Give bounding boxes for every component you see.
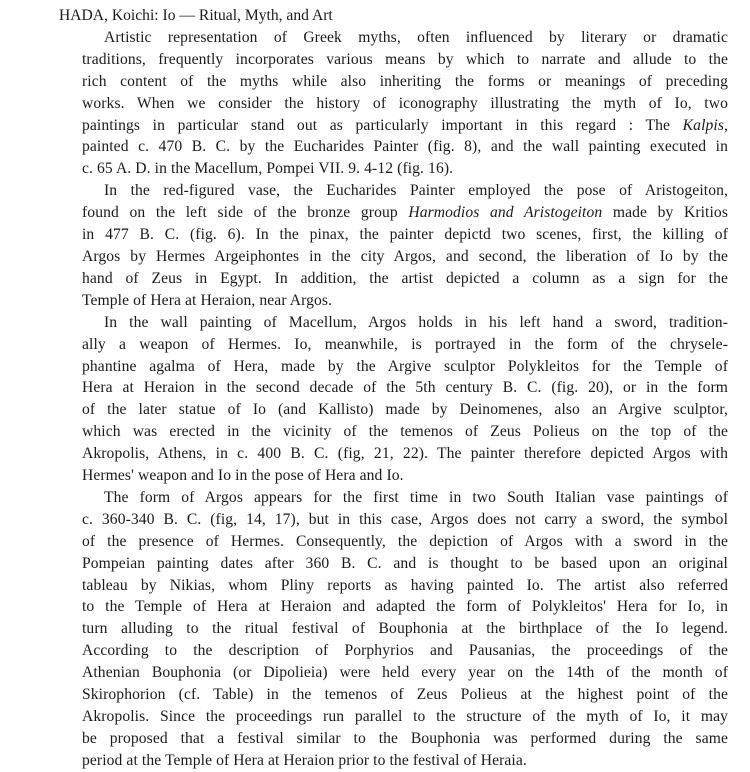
- text-line: Artistic representation of Greek myths, often influenced by literary or dramatic: [104, 28, 728, 46]
- text-line: of the presence of Hermes. Consequently, the depiction of Argos with a sword in the: [82, 532, 728, 550]
- text-line: In the wall painting of Macellum, Argos holds in his left hand a sword, tradition-: [104, 313, 728, 331]
- text-line: Hera at Heraion in the second decade of the 5th century B. C. (fig. 20), or in the form: [82, 379, 728, 397]
- text-line: Hermes' weapon and Io in the pose of Hera and Io.: [82, 467, 404, 485]
- text-line: works. When we consider the history of iconography illustrating the myth of Io, two: [82, 94, 728, 112]
- text-line: Akropolis, Athens, in c. 400 B. C. (fig, 21, 22). The painter therefore depicted Argos with: [82, 445, 728, 463]
- running-header: [59, 5, 728, 27]
- article-body: [82, 27, 728, 772]
- text-line: hand of Zeus in Egypt. In addition, the artist depicted a column as a sign for the: [82, 269, 728, 287]
- text-line: phantine agalma of Hera, made by the Argive sculptor Polykleitos for the Temple of: [82, 357, 728, 375]
- text-line: ally a weapon of Hermes. Io, meanwhile, is portrayed in the form of the chrysele-: [82, 335, 728, 353]
- paragraph: [82, 27, 728, 180]
- paragraph: [82, 180, 728, 311]
- text-line: rich content of the myths while also inheriting the forms or meanings of preceding: [82, 72, 728, 90]
- text-line: to the Temple of Hera at Heraion and adapted the form of Polykleitos' Hera for Io, in: [82, 598, 728, 616]
- text-line: c. 65 A. D. in the Macellum, Pompei VII. 9. 4-12 (fig. 16).: [82, 160, 454, 178]
- text-line: Temple of Hera at Heraion, near Argos.: [82, 291, 333, 309]
- header-author: HADA, Koichi: [59, 7, 155, 24]
- text-line: Athenian Bouphonia (or Dipolieia) were held every year on the 14th of the month of: [82, 664, 728, 682]
- italic-title: Kalpis: [682, 116, 724, 134]
- text-line: paintings in particular stand out as particularly important in this regard : The Kalpis,: [82, 116, 728, 134]
- text-line: Akropolis. Since the proceedings run parallel to the structure of the myth of Io, it may: [82, 708, 728, 725]
- paragraph: [82, 487, 728, 772]
- text-line: c. 360-340 B. C. (fig, 14, 17), but in this case, Argos does not carry a sword, the symbol: [82, 510, 728, 528]
- italic-title: Harmodios and Aristogeiton: [408, 204, 603, 222]
- text-line: in 477 B. C. (fig. 6). In the pinax, the painter depictd two scenes, first, the killing of: [82, 226, 728, 244]
- header-separator: :: [154, 7, 159, 24]
- text-line: The form of Argos appears for the first time in two South Italian vase paintings of: [104, 488, 728, 506]
- paragraph: [82, 312, 728, 487]
- text-line: Pompeian painting dates after 360 B. C. and is thought to be based upon an original: [82, 554, 728, 572]
- text-line: period at the Temple of Hera at Heraion prior to the festival of Heraia.: [82, 751, 527, 769]
- text-line: which was erected in the vicinity of the temenos of Zeus Polieus on the top of the: [82, 423, 728, 441]
- header-title: Io — Ritual, Myth, and Art: [162, 7, 333, 24]
- text-line: turn alluding to the ritual festival of Bouphonia at the birthplace of the Io legend.: [82, 620, 728, 638]
- text-line: According to the description of Porphyrios and Pausanias, the proceedings of the: [82, 642, 728, 660]
- text-line: Argos by Hermes Argeiphontes in the city Argos, and second, the liberation of Io by the: [82, 247, 728, 265]
- text-line: be proposed that a festival similar to the Bouphonia was performed during the same: [82, 729, 728, 747]
- text-line: traditions, frequently incorporates various means by which to narrate and allude to the: [82, 50, 728, 68]
- text-line: of the later statue of Io (and Kallisto) made by Deinomenes, also an Argive sculptor,: [82, 401, 728, 419]
- text-line: In the red-figured vase, the Eucharides Painter employed the pose of Aristogeiton,: [104, 182, 728, 200]
- text-line: Skirophorion (cf. Table) in the temenos of Zeus Polieus at the highest point of the: [82, 686, 728, 704]
- text-line: painted c. 470 B. C. by the Eucharides Painter (fig. 8), and the wall painting executed in: [82, 138, 728, 156]
- text-line: found on the left side of the bronze group Harmodios and Aristogeiton made by Kritios: [82, 204, 728, 222]
- text-line: tableau by Nikias, whom Pliny reports as having painted Io. The artist also referred: [82, 576, 728, 594]
